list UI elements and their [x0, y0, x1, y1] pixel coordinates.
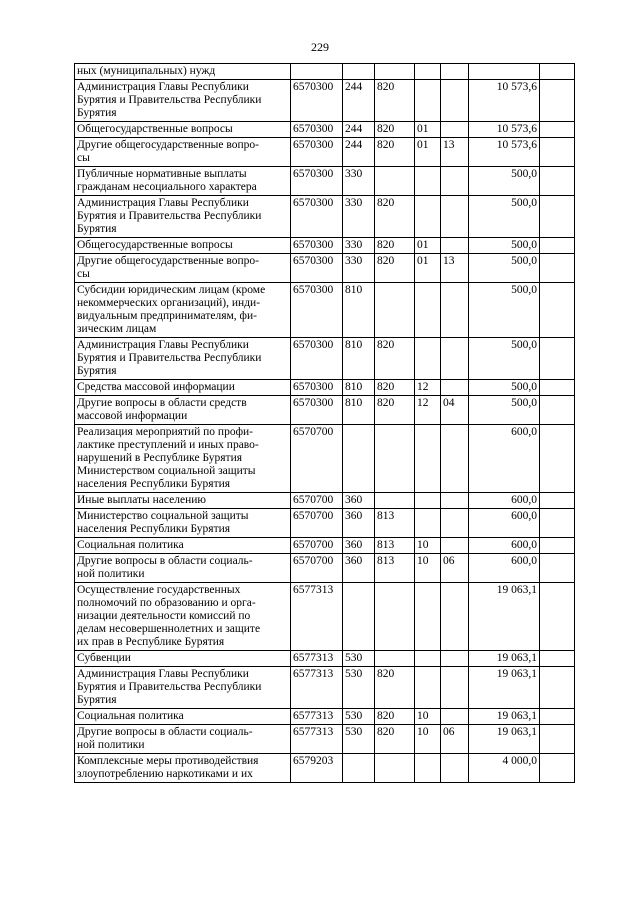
amount-cell: 500,0	[469, 396, 540, 425]
administrator-code-cell: 820	[375, 138, 415, 167]
item-name-cell: Администрация Главы Республики Бурятия и Правительства Республики Бурятия	[75, 338, 291, 380]
target-article-cell: 6579203	[291, 754, 343, 783]
section-cell	[415, 80, 441, 122]
table-row	[75, 138, 575, 167]
amount-cell: 600,0	[469, 425, 540, 493]
amount-cell: 600,0	[469, 509, 540, 538]
blank-cell	[540, 538, 575, 554]
amount-cell: 500,0	[469, 254, 540, 283]
table-row	[75, 667, 575, 709]
expense-type-cell: 244	[343, 80, 375, 122]
target-article-cell: 6570300	[291, 283, 343, 338]
blank-cell	[540, 425, 575, 493]
subsection-cell: 04	[441, 396, 469, 425]
amount-cell: 600,0	[469, 554, 540, 583]
section-cell	[415, 509, 441, 538]
subsection-cell	[441, 238, 469, 254]
blank-cell	[540, 80, 575, 122]
table-row	[75, 725, 575, 754]
blank-cell	[540, 64, 575, 80]
blank-cell	[540, 138, 575, 167]
amount-cell: 500,0	[469, 238, 540, 254]
expense-type-cell: 244	[343, 138, 375, 167]
administrator-code-cell: 813	[375, 538, 415, 554]
administrator-code-cell	[375, 64, 415, 80]
target-article-cell: 6570700	[291, 509, 343, 538]
expense-type-cell	[343, 425, 375, 493]
item-name-cell: Администрация Главы Республики Бурятия и Правительства Республики Бурятия	[75, 80, 291, 122]
expense-type-cell: 810	[343, 283, 375, 338]
blank-cell	[540, 196, 575, 238]
blank-cell	[540, 396, 575, 425]
table-row	[75, 380, 575, 396]
section-cell	[415, 167, 441, 196]
subsection-cell	[441, 493, 469, 509]
subsection-cell: 06	[441, 725, 469, 754]
table-row	[75, 425, 575, 493]
item-name-cell: Публичные нормативные выплаты гражданам несоциального характера	[75, 167, 291, 196]
section-cell	[415, 667, 441, 709]
table-row	[75, 554, 575, 583]
subsection-cell	[441, 425, 469, 493]
subsection-cell	[441, 538, 469, 554]
blank-cell	[540, 667, 575, 709]
administrator-code-cell: 820	[375, 380, 415, 396]
subsection-cell	[441, 80, 469, 122]
subsection-cell	[441, 583, 469, 651]
administrator-code-cell	[375, 651, 415, 667]
table-row	[75, 396, 575, 425]
budget-table	[74, 63, 575, 783]
target-article-cell: 6570300	[291, 138, 343, 167]
item-name-cell: Другие общегосударственные вопро- сы	[75, 254, 291, 283]
table-row	[75, 80, 575, 122]
item-name-cell: ных (муниципальных) нужд	[75, 64, 291, 80]
subsection-cell	[441, 64, 469, 80]
table-row	[75, 167, 575, 196]
target-article-cell: 6577313	[291, 667, 343, 709]
table-row	[75, 538, 575, 554]
amount-cell: 19 063,1	[469, 651, 540, 667]
amount-cell: 19 063,1	[469, 667, 540, 709]
target-article-cell: 6570300	[291, 338, 343, 380]
blank-cell	[540, 554, 575, 583]
expense-type-cell: 810	[343, 396, 375, 425]
target-article-cell: 6570700	[291, 493, 343, 509]
item-name-cell: Другие общегосударственные вопро- сы	[75, 138, 291, 167]
section-cell: 12	[415, 380, 441, 396]
amount-cell: 10 573,6	[469, 138, 540, 167]
amount-cell: 19 063,1	[469, 709, 540, 725]
table-row	[75, 238, 575, 254]
table-row	[75, 583, 575, 651]
target-article-cell: 6577313	[291, 651, 343, 667]
table-row	[75, 509, 575, 538]
subsection-cell: 13	[441, 138, 469, 167]
blank-cell	[540, 380, 575, 396]
subsection-cell: 06	[441, 554, 469, 583]
expense-type-cell: 360	[343, 493, 375, 509]
expense-type-cell: 330	[343, 238, 375, 254]
target-article-cell: 6570700	[291, 554, 343, 583]
administrator-code-cell	[375, 167, 415, 196]
table-row	[75, 196, 575, 238]
amount-cell: 500,0	[469, 380, 540, 396]
blank-cell	[540, 725, 575, 754]
expense-type-cell: 810	[343, 338, 375, 380]
item-name-cell: Иные выплаты населению	[75, 493, 291, 509]
target-article-cell: 6577313	[291, 709, 343, 725]
target-article-cell: 6577313	[291, 583, 343, 651]
section-cell	[415, 493, 441, 509]
expense-type-cell: 810	[343, 380, 375, 396]
administrator-code-cell: 820	[375, 122, 415, 138]
item-name-cell: Администрация Главы Республики Бурятия и Правительства Республики Бурятия	[75, 667, 291, 709]
subsection-cell	[441, 651, 469, 667]
expense-type-cell: 530	[343, 667, 375, 709]
amount-cell	[469, 64, 540, 80]
administrator-code-cell	[375, 283, 415, 338]
amount-cell: 500,0	[469, 196, 540, 238]
amount-cell: 600,0	[469, 493, 540, 509]
item-name-cell: Субсидии юридическим лицам (кроме некоммерческих организаций), инди- видуальным предпринимателям, фи- зическим лицам	[75, 283, 291, 338]
item-name-cell: Общегосударственные вопросы	[75, 122, 291, 138]
administrator-code-cell: 820	[375, 196, 415, 238]
target-article-cell: 6577313	[291, 725, 343, 754]
section-cell	[415, 425, 441, 493]
subsection-cell: 13	[441, 254, 469, 283]
expense-type-cell	[343, 583, 375, 651]
administrator-code-cell	[375, 425, 415, 493]
item-name-cell: Другие вопросы в области социаль- ной политики	[75, 554, 291, 583]
blank-cell	[540, 238, 575, 254]
section-cell: 10	[415, 709, 441, 725]
item-name-cell: Социальная политика	[75, 538, 291, 554]
administrator-code-cell	[375, 493, 415, 509]
administrator-code-cell: 813	[375, 554, 415, 583]
administrator-code-cell: 813	[375, 509, 415, 538]
section-cell	[415, 338, 441, 380]
blank-cell	[540, 651, 575, 667]
administrator-code-cell: 820	[375, 709, 415, 725]
table-row	[75, 493, 575, 509]
amount-cell: 500,0	[469, 283, 540, 338]
target-article-cell: 6570300	[291, 380, 343, 396]
table-row	[75, 651, 575, 667]
section-cell: 10	[415, 725, 441, 754]
table-row	[75, 254, 575, 283]
expense-type-cell: 360	[343, 538, 375, 554]
amount-cell: 500,0	[469, 167, 540, 196]
target-article-cell: 6570300	[291, 196, 343, 238]
section-cell	[415, 651, 441, 667]
section-cell: 01	[415, 122, 441, 138]
section-cell: 12	[415, 396, 441, 425]
section-cell	[415, 64, 441, 80]
section-cell: 01	[415, 138, 441, 167]
amount-cell: 500,0	[469, 338, 540, 380]
target-article-cell: 6570700	[291, 538, 343, 554]
blank-cell	[540, 493, 575, 509]
section-cell: 10	[415, 554, 441, 583]
item-name-cell: Министерство социальной защиты населения Республики Бурятия	[75, 509, 291, 538]
administrator-code-cell: 820	[375, 725, 415, 754]
table-row	[75, 283, 575, 338]
amount-cell: 19 063,1	[469, 725, 540, 754]
expense-type-cell: 360	[343, 554, 375, 583]
expense-type-cell	[343, 64, 375, 80]
administrator-code-cell	[375, 583, 415, 651]
target-article-cell: 6570300	[291, 254, 343, 283]
blank-cell	[540, 122, 575, 138]
item-name-cell: Средства массовой информации	[75, 380, 291, 396]
table-row	[75, 64, 575, 80]
expense-type-cell: 330	[343, 167, 375, 196]
administrator-code-cell: 820	[375, 254, 415, 283]
expense-type-cell: 530	[343, 651, 375, 667]
item-name-cell: Общегосударственные вопросы	[75, 238, 291, 254]
item-name-cell: Другие вопросы в области социаль- ной политики	[75, 725, 291, 754]
blank-cell	[540, 338, 575, 380]
expense-type-cell: 530	[343, 725, 375, 754]
amount-cell: 600,0	[469, 538, 540, 554]
item-name-cell: Администрация Главы Республики Бурятия и Правительства Республики Бурятия	[75, 196, 291, 238]
item-name-cell: Социальная политика	[75, 709, 291, 725]
amount-cell: 10 573,6	[469, 122, 540, 138]
administrator-code-cell: 820	[375, 80, 415, 122]
subsection-cell	[441, 167, 469, 196]
section-cell	[415, 283, 441, 338]
subsection-cell	[441, 338, 469, 380]
blank-cell	[540, 509, 575, 538]
table-row	[75, 338, 575, 380]
subsection-cell	[441, 509, 469, 538]
blank-cell	[540, 754, 575, 783]
administrator-code-cell: 820	[375, 238, 415, 254]
blank-cell	[540, 583, 575, 651]
target-article-cell: 6570300	[291, 238, 343, 254]
subsection-cell	[441, 196, 469, 238]
section-cell: 01	[415, 254, 441, 283]
target-article-cell: 6570700	[291, 425, 343, 493]
blank-cell	[540, 167, 575, 196]
section-cell: 01	[415, 238, 441, 254]
expense-type-cell: 330	[343, 254, 375, 283]
subsection-cell	[441, 380, 469, 396]
blank-cell	[540, 283, 575, 338]
subsection-cell	[441, 754, 469, 783]
expense-type-cell	[343, 754, 375, 783]
expense-type-cell: 244	[343, 122, 375, 138]
budget-table-body	[75, 64, 575, 783]
administrator-code-cell: 820	[375, 667, 415, 709]
subsection-cell	[441, 667, 469, 709]
expense-type-cell: 360	[343, 509, 375, 538]
section-cell: 10	[415, 538, 441, 554]
administrator-code-cell: 820	[375, 396, 415, 425]
section-cell	[415, 754, 441, 783]
administrator-code-cell	[375, 754, 415, 783]
item-name-cell: Комплексные меры противодействия злоупотреблению наркотиками и их	[75, 754, 291, 783]
subsection-cell	[441, 122, 469, 138]
table-row	[75, 754, 575, 783]
target-article-cell: 6570300	[291, 122, 343, 138]
table-row	[75, 122, 575, 138]
item-name-cell: Другие вопросы в области средств массовой информации	[75, 396, 291, 425]
subsection-cell	[441, 709, 469, 725]
amount-cell: 10 573,6	[469, 80, 540, 122]
item-name-cell: Осуществление государственных полномочий по образованию и орга- низации деятельности комиссий по делам несовершеннолетних и защите их прав в Республике Бурятия	[75, 583, 291, 651]
item-name-cell: Субвенции	[75, 651, 291, 667]
item-name-cell: Реализация мероприятий по профи- лактике преступлений и иных право- нарушений в Республике Бурятия Министерством социальной защиты населения Республики Бурятия	[75, 425, 291, 493]
expense-type-cell: 530	[343, 709, 375, 725]
target-article-cell	[291, 64, 343, 80]
administrator-code-cell: 820	[375, 338, 415, 380]
amount-cell: 19 063,1	[469, 583, 540, 651]
amount-cell: 4 000,0	[469, 754, 540, 783]
target-article-cell: 6570300	[291, 80, 343, 122]
page-number: 229	[311, 40, 329, 54]
expense-type-cell: 330	[343, 196, 375, 238]
blank-cell	[540, 709, 575, 725]
table-row	[75, 709, 575, 725]
target-article-cell: 6570300	[291, 396, 343, 425]
blank-cell	[540, 254, 575, 283]
target-article-cell: 6570300	[291, 167, 343, 196]
subsection-cell	[441, 283, 469, 338]
section-cell	[415, 583, 441, 651]
section-cell	[415, 196, 441, 238]
